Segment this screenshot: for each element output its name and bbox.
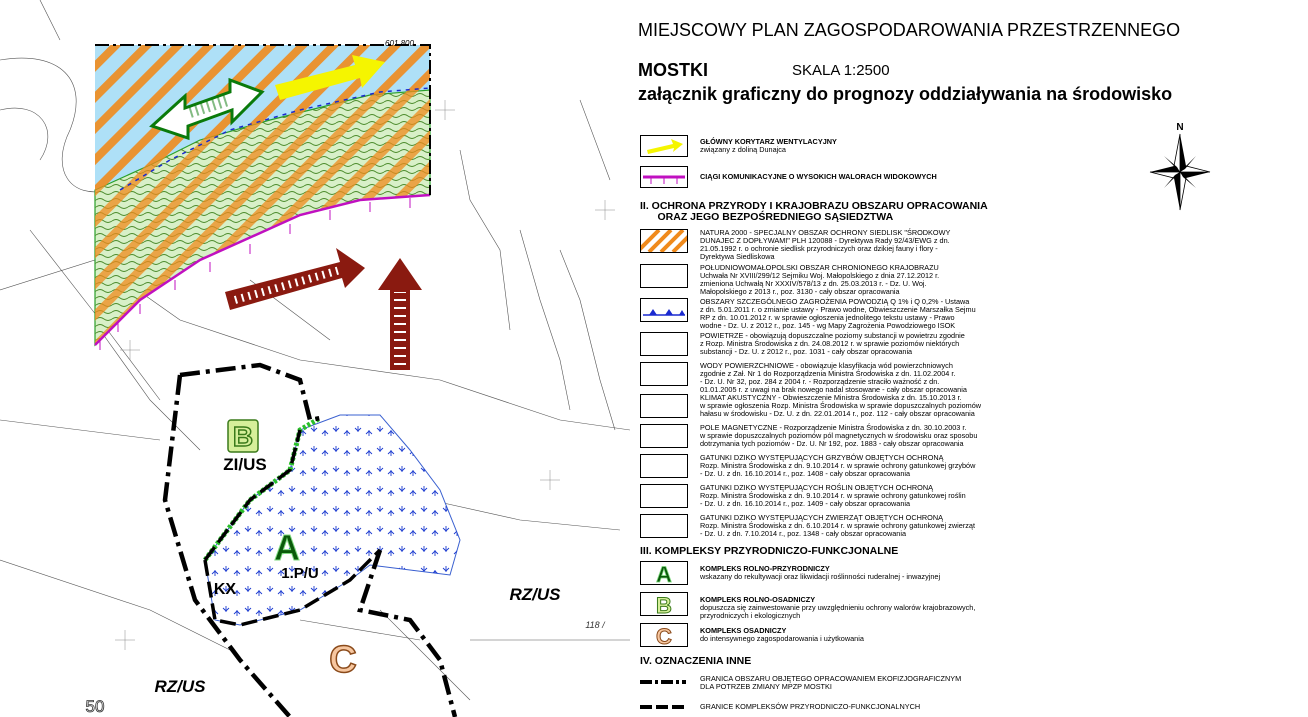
svg-text:B: B — [232, 421, 254, 452]
legend-section-3: III. KOMPLEKSY PRZYRODNICZO-FUNKCJONALNE — [640, 545, 899, 557]
map-letter-c: C — [329, 639, 357, 681]
legend-air-text: POWIETRZE - obowiązują dopuszczalne poziomy substancji w powietrzu zgodnie z Rozp. Ministra Środowiska z dn. 24.08.2012 r. w sprawie poziomów niektórych substancji - Dz. U. z 2012 r., poz. 1031 - cały obszar opracowania — [700, 331, 965, 356]
legend-study-boundary-text: GRANICA OBSZARU OBJĘTEGO OPRACOWANIEM EKOFIZJOGRAFICZNYM DLA POTRZEB ZMIANY MPZP MOSTKI — [700, 674, 962, 691]
title-line1: MIEJSCOWY PLAN ZAGOSPODAROWANIA PRZESTRZENNEGO — [638, 20, 1181, 40]
map-label-50: 50 — [85, 697, 105, 716]
legend-c-title: KOMPLEKS OSADNICZY — [700, 626, 787, 635]
legend-a-title: KOMPLEKS ROLNO-PRZYRODNICZY — [700, 564, 830, 573]
map-panel — [0, 0, 630, 717]
legend-c-desc: do intensywnego zagospodarowania i użytkowania — [700, 634, 864, 643]
title-place: MOSTKI — [638, 60, 708, 80]
legend-section-2: II. OCHRONA PRZYRODY I KRAJOBRAZU OBSZARU OPRACOWANIA ORAZ JEGO BEZPOŚREDNIEGO SĄSIEDZTWA — [640, 200, 988, 223]
map-label-zi-us: ZI/US — [223, 455, 267, 474]
map-label-1pu: 1.P/U — [281, 565, 319, 582]
map-label-top-num: 601.800 — [385, 39, 414, 48]
map-label-rz-us-left: RZ/US — [154, 677, 206, 696]
legend-magnetic-text: POLE MAGNETYCZNE - Rozporządzenie Ministra Środowiska z dn. 30.10.2003 r. w sprawie dopuszczalnych poziomów pól magnetycznych w środowisku oraz sposobu dotrzymania tych poziomów - Dz. U. Nr 192, poz. 1883 - cały obszar opracowania — [700, 423, 978, 448]
brown-arrow-right — [225, 248, 365, 310]
legend-a-letter: A — [656, 562, 672, 585]
legend-a-desc: wskazany do rekultywacji oraz likwidacji roślinności ruderalnej - inwazyjnej — [700, 572, 941, 581]
legend-scenic-title: CIĄGI KOMUNIKACYJNE O WYSOKICH WALORACH WIDOKOWYCH — [700, 172, 937, 181]
legend-water-text: WODY POWIERZCHNIOWE - obowiązuje klasyfikacja wód powierzchniowych zgodnie z Zał. Nr 1 do Rozporządzenia Ministra Środowiska z dn. 11.02.2004 r. - Dz. U. Nr 32, poz. 284 z 2004 r. - Rozporządzenie straciło ważność z dn. 01.01.2005 r. z uwagi na brak nowego nadal stosowane - cały obszar opracowania — [700, 361, 967, 394]
legend-b-title: KOMPLEKS ROLNO-OSADNICZY — [700, 595, 816, 604]
legend-panel — [630, 0, 1308, 717]
title-subtitle: załącznik graficzny do prognozy oddziaływania na środowisko — [638, 84, 1173, 104]
legend-b-letter: B — [656, 593, 672, 616]
legend-section-4: IV. OZNACZENIA INNE — [640, 655, 752, 667]
map-letter-b — [228, 420, 258, 452]
legend-animals-text: GATUNKI DZIKO WYSTĘPUJĄCYCH ZWIERZĄT OBJĘTYCH OCHRONĄ Rozp. Ministra Środowiska z dn. 6.10.2014 r. w sprawie ochrony gatunkowej zwierząt - Dz. U. z dn. 7.10.2014 r., poz. 1348 - cały obszar opracowania — [700, 513, 975, 538]
legend-b-desc: dopuszcza się zainwestowanie przy uwzględnieniu ochrony walorów krajobrazowych, przyrodniczych i ekologicznych — [700, 603, 976, 620]
map-label-118: 118 / — [585, 620, 605, 630]
legend-flood-text: OBSZARY SZCZEGÓLNEGO ZAGROŻENIA POWODZIĄ Q 1% i Q 0,2% - Ustawa z dn. 5.01.2011 r. o zmianie ustawy - Prawo wodne, Obwieszczenie Marszałka Sejmu RP z dn. 10.01.2012 r. w sprawie ogłoszenia jednolitego tekstu ustawy - Prawo wodne - Dz. U. z 2012 r., poz. 145 - wg Mapy Zagrożenia Powodziowego ISOK — [700, 297, 976, 330]
legend-ventilation-desc: związany z doliną Dunajca — [700, 145, 786, 154]
legend-fungi-text: GATUNKI DZIKO WYSTĘPUJĄCYCH GRZYBÓW OBJĘTYCH OCHRONĄ Rozp. Ministra Środowiska z dn. 9.10.2014 r. w sprawie ochrony gatunkowej grzybów - Dz. U. z dn. 16.10.2014 r., poz. 1408 - cały obszar opracowania — [700, 453, 976, 478]
legend-natura-text: NATURA 2000 - SPECJALNY OBSZAR OCHRONY SIEDLISK "ŚRODKOWY DUNAJEC Z DOPŁYWAMI" PLH 120088 - Dyrektywa Rady 92/43/EWG z dn. 21.05.1992 r. o ochronie siedlisk przyrodniczych oraz dzikiej fauny i flory - Dyrektywa Siedliskowa — [700, 228, 951, 261]
north-compass-icon — [1140, 120, 1220, 215]
legend-landscape-text: POŁUDNIOWOMAŁOPOLSKI OBSZAR CHRONIONEGO KRAJOBRAZU Uchwała Nr XVIII/299/12 Sejmiku Woj. Małopolskiego z dnia 27.12.2012 r. zmieniona Uchwałą Nr XXXIV/578/13 z dn. 25.03.2013 r. - Dz. U. Woj. Małopolskiego z 2013 r., poz. 3130 - cały obszar opracowania — [700, 263, 940, 296]
legend-acoustic-text: KLIMAT AKUSTYCZNY - Obwieszczenie Ministra Środowiska z dn. 15.10.2013 r. w sprawie ogłoszenia Rozp. Ministra Środowiska w sprawie dopuszczalnych poziomów hałasu w środowisku - Dz. U. z dn. 22.01.2014 r., poz. 112 - cały obszar opracowania — [700, 393, 982, 418]
legend-complex-boundary-text: GRANICE KOMPLEKSÓW PRZYRODNICZO-FUNKCJONALNYCH — [700, 702, 921, 711]
legend-plants-text: GATUNKI DZIKO WYSTĘPUJĄCYCH ROŚLIN OBJĘTYCH OCHRONĄ Rozp. Ministra Środowiska z dn. 9.10.2014 r. w sprawie ochrony gatunkowej roślin - Dz. U. z dn. 16.10.2014 r., poz. 1409 - cały obszar opracowania — [700, 483, 966, 508]
title-scale: SKALA 1:2500 — [792, 62, 890, 79]
map-label-rz-us-right: RZ/US — [509, 585, 561, 604]
brown-arrow-up — [378, 258, 422, 370]
compass-label: N — [1176, 122, 1184, 133]
legend-ventilation-title: GŁÓWNY KORYTARZ WENTYLACYJNY — [700, 137, 837, 146]
map-letter-a: A — [274, 527, 300, 568]
map-label-kx: KX — [213, 581, 237, 598]
legend-c-letter: C — [656, 624, 672, 647]
